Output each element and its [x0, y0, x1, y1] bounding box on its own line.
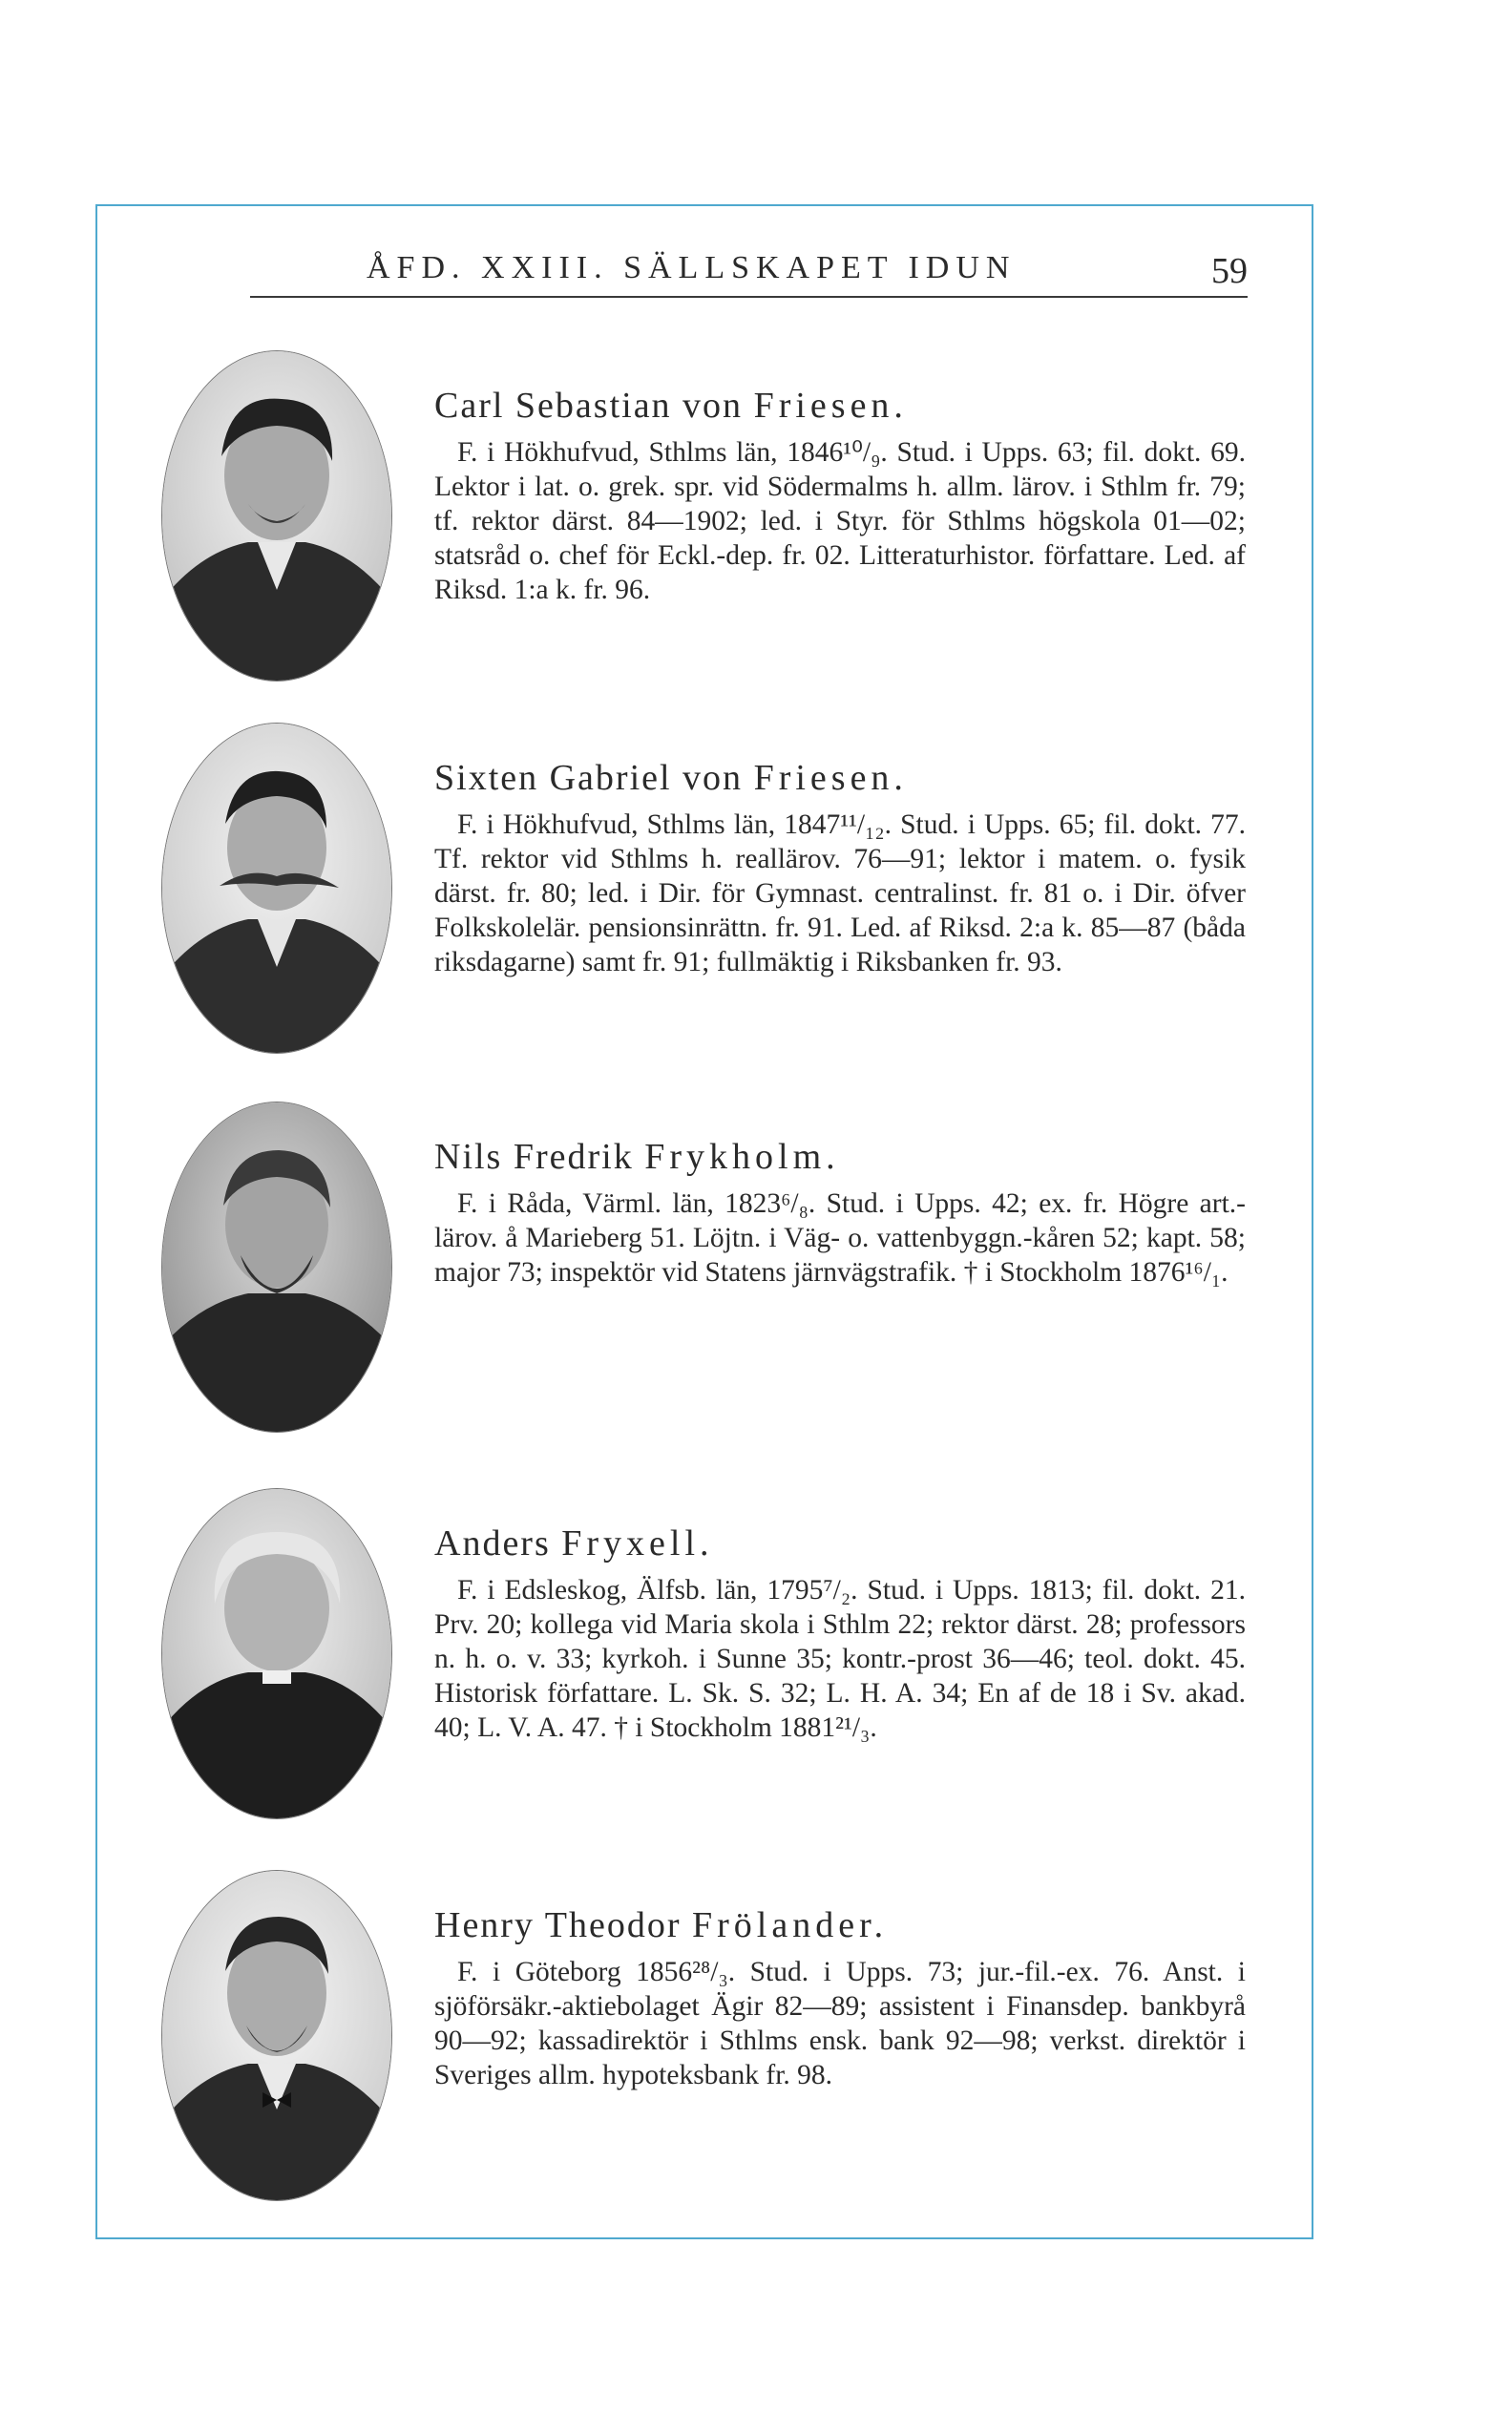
biography-text: F. i Edsleskog, Älfsb. län, 1795⁷/₂. Stud. i Upps. 1813; fil. dokt. 21. Prv. 20; kollega vid Maria skola i Sthlm 22; rektor därst. 28; professors n. h. o. v. 33; kyrkoh. i Sunne 35; kontr.-prost 36—46; teol. dokt. 45. Historisk författare. L. Sk. S. 32; L. H. A. 34; En af de 18 i Sv. akad. 40; L. V. A. 47. † i Stockholm 1881²¹/₃. [434, 1575, 1246, 1743]
page-number: 59 [1211, 251, 1248, 291]
biography-text: F. i Hökhufvud, Sthlms län, 1846¹⁰/₉. Stud. i Upps. 63; fil. dokt. 69. Lektor i lat. o. grek. spr. vid Södermalms h. allm. lärov. i Sthlm fr. 79; tf. rektor därst. 84—1902; led. i Styr. för Sthlms högskola 01—02; statsråd o. chef för Eckl.-dep. fr. 02. Litteraturhistor. författare. Led. af Riksd. 1:a k. fr. 96. [434, 437, 1246, 605]
person-name: Nils Fredrik Frykholm. [434, 1137, 840, 1177]
portrait-photo [162, 351, 391, 681]
biography-text: F. i Råda, Värml. län, 1823⁶/₈. Stud. i Upps. 42; ex. fr. Högre art.-lärov. å Marieberg 51. Löjtn. i Väg- o. vattenbyggn.-kåren 52; kapt. 58; major 73; inspektör vid Statens järnvägstrafik. † i Stockholm 1876¹⁶/₁. [434, 1188, 1246, 1288]
running-head [250, 250, 1248, 298]
portrait-photo [162, 724, 391, 1053]
person-name: Sixten Gabriel von Friesen. [434, 758, 908, 798]
person-name: Carl Sebastian von Friesen. [434, 386, 908, 426]
portrait-photo [162, 1102, 391, 1432]
portrait-photo [162, 1489, 391, 1818]
person-name: Henry Theodor Frölander. [434, 1905, 889, 1945]
biography-text: F. i Göteborg 1856²⁸/₃. Stud. i Upps. 73; jur.-fil.-ex. 76. Anst. i sjöförsäkr.-aktiebolaget Ägir 82—89; assistent i Finansdep. bankbyrå 90—92; kassadirektör i Sthlms ensk. bank 92—98; verkst. direktör i Sveriges allm. hypoteksbank fr. 98. [434, 1957, 1246, 2090]
biography-text: F. i Hökhufvud, Sthlms län, 1847¹¹/₁₂. Stud. i Upps. 65; fil. dokt. 77. Tf. rektor vid Sthlms h. reallärov. 76—91; lektor i matem. o. fysik därst. fr. 80; led. i Dir. för Gymnast. centralinst. fr. 81 o. i Dir. öfver Folkskolelär. pensionsinrättn. fr. 91. Led. af Riksd. 2:a k. 85—87 (båda riksdagarne) samt fr. 91; fullmäktig i Riksbanken fr. 93. [434, 809, 1246, 977]
section-title: ÅFD. XXIII. SÄLLSKAPET IDUN [367, 250, 1017, 285]
person-name: Anders Fryxell. [434, 1523, 714, 1564]
portrait-photo [162, 1871, 391, 2200]
